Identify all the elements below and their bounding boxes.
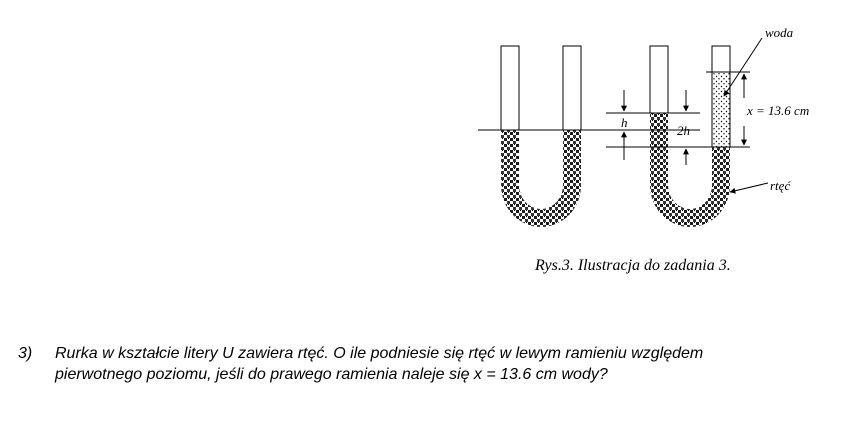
h-label: h	[621, 115, 628, 130]
water-column	[712, 72, 730, 147]
water-label: woda	[765, 25, 794, 40]
problem-text-line1: Rurka w kształcie litery U zawiera rtęć. O ile podniesie się rtęć w lewym ramieniu względem	[55, 345, 704, 362]
left-tube-mercury	[501, 130, 581, 227]
mercury-label: rtęć	[770, 178, 791, 193]
left-tube-right-arm	[563, 46, 581, 130]
2h-label: 2h	[677, 123, 690, 138]
mercury-leader-line	[730, 183, 768, 192]
problem-number: 3)	[18, 345, 33, 362]
right-u-tube	[650, 46, 730, 227]
right-tube-left-arm	[650, 46, 668, 113]
x-value-label: x = 13.6 cm	[747, 103, 810, 118]
figure-caption: Rys.3. Ilustracja do zadania 3.	[535, 257, 731, 274]
left-tube-left-arm	[501, 46, 519, 130]
left-u-tube	[501, 46, 581, 227]
problem-text-line2: pierwotnego poziomu, jeśli do prawego ramienia naleje się x = 13.6 cm wody?	[55, 366, 608, 383]
